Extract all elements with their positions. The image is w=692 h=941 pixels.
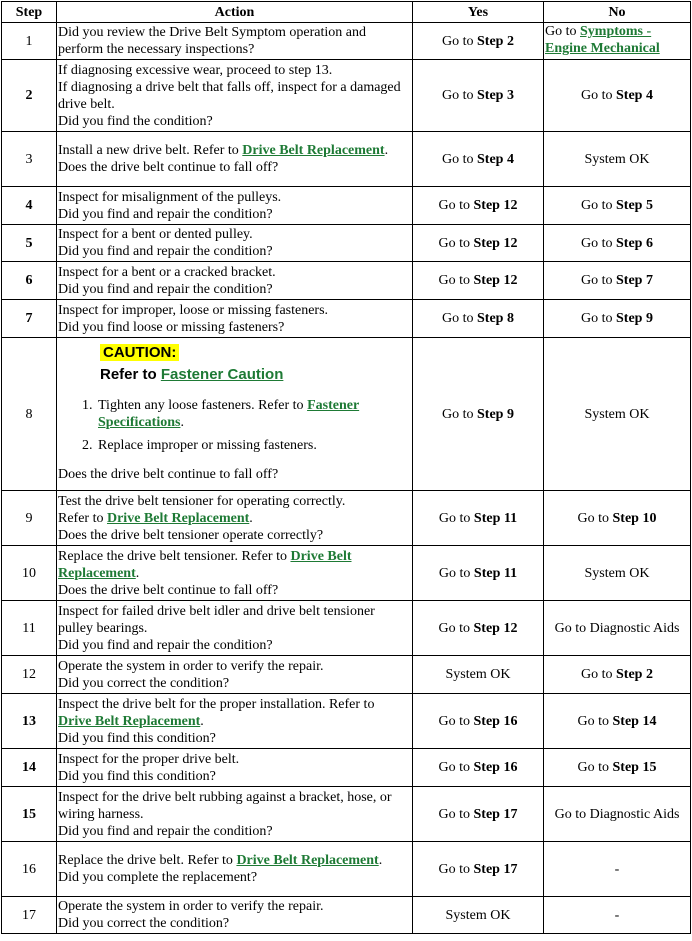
substep-text: Tighten any loose fasteners. Refer to [98, 398, 308, 413]
drive-belt-replacement-link[interactable]: Drive Belt Replacement [236, 853, 379, 868]
step-number: 17 [2, 897, 57, 934]
yes-prefix: Go to [438, 235, 474, 251]
no-step-ref: Step 5 [616, 198, 653, 213]
yes-step-ref: Step 17 [473, 861, 518, 877]
step-number: 7 [2, 300, 57, 338]
diagnostic-table [1, 1, 691, 934]
action-question: Did you correct the condition? [58, 916, 230, 931]
table-row [2, 262, 691, 300]
action-question: Did you find and repair the condition? [58, 281, 273, 297]
fastener-specifications-link[interactable]: Fastener Specifications [98, 398, 360, 430]
header-no: No [544, 2, 691, 23]
action-cell [57, 491, 413, 546]
action-text: Operate the system in order to verify the repair. [58, 899, 324, 914]
yes-step-ref: Step 4 [477, 151, 514, 167]
action-cell [57, 546, 413, 601]
no-step-ref: Step 14 [612, 713, 657, 729]
no-cell [544, 694, 691, 749]
step-number: 6 [2, 262, 57, 300]
yes-cell [413, 262, 544, 300]
yes-prefix: Go to [438, 806, 474, 822]
yes-cell [413, 601, 544, 656]
yes-cell [413, 132, 544, 187]
no-cell [544, 60, 691, 132]
yes-prefix: Go to [438, 198, 474, 213]
caution-label: CAUTION: [100, 344, 179, 361]
fastener-caution-link[interactable]: Fastener Caution [160, 366, 284, 383]
yes-cell [413, 842, 544, 897]
no-prefix: Go to [581, 667, 617, 682]
yes-cell [413, 749, 544, 787]
caution-ref-pre: Refer to [100, 366, 161, 383]
no-cell [544, 749, 691, 787]
no-prefix: Go to [581, 88, 617, 103]
no-cell [544, 225, 691, 262]
action-cell [57, 656, 413, 694]
action-question: Did you correct the condition? [58, 675, 230, 691]
action-text-pre: Replace the drive belt tensioner. Refer to [58, 548, 291, 564]
action-text-post: . [384, 143, 389, 158]
action-cell [57, 225, 413, 262]
yes-step-ref: Step 2 [477, 33, 514, 49]
action-cell [57, 300, 413, 338]
table-row [2, 491, 691, 546]
action-text: Inspect for misalignment of the pulleys. [58, 189, 282, 205]
yes-prefix: Go to [438, 713, 474, 729]
no-cell: System OK [544, 546, 691, 601]
yes-cell: System OK [413, 897, 544, 934]
action-text: Operate the system in order to verify the repair. [58, 658, 324, 674]
step-number: 8 [2, 338, 57, 491]
header-action: Action [57, 2, 413, 23]
caution-notice [58, 338, 411, 385]
action-text [58, 142, 411, 159]
yes-cell [413, 300, 544, 338]
action-question: Did you find and repair the condition? [58, 823, 273, 839]
table-row [2, 546, 691, 601]
drive-belt-replacement-link[interactable]: Drive Belt Replacement [106, 510, 250, 526]
table-row [2, 23, 691, 60]
action-text [58, 852, 411, 869]
no-prefix: Go to [577, 760, 613, 775]
yes-cell [413, 225, 544, 262]
drive-belt-replacement-link[interactable]: Drive Belt Replacement [242, 143, 385, 158]
action-cell [57, 749, 413, 787]
no-cell: Go to Diagnostic Aids [544, 601, 691, 656]
table-row [2, 787, 691, 842]
yes-step-ref: Step 16 [473, 713, 518, 729]
action-text: Inspect for the drive belt rubbing against a bracket, hose, or wiring harness. [58, 789, 392, 822]
step-number: 14 [2, 749, 57, 787]
header-yes: Yes [413, 2, 544, 23]
action-question: Did you find the condition? [58, 113, 213, 129]
yes-prefix: Go to [438, 510, 474, 526]
table-row [2, 656, 691, 694]
no-cell: - [544, 897, 691, 934]
action-question: Did you find this condition? [58, 768, 216, 784]
no-cell [544, 656, 691, 694]
yes-prefix: Go to [442, 311, 478, 326]
no-prefix: Go to [581, 198, 617, 213]
action-text: If diagnosing a drive belt that falls off, inspect for a damaged drive belt. [58, 79, 401, 112]
action-question: Did you complete the replacement? [58, 870, 258, 885]
no-cell: System OK [544, 132, 691, 187]
no-cell [544, 262, 691, 300]
drive-belt-replacement-link[interactable]: Drive Belt Replacement [58, 548, 352, 581]
step-number: 5 [2, 225, 57, 262]
action-cell [57, 694, 413, 749]
no-step-ref: Step 4 [616, 88, 653, 103]
yes-step-ref: Step 16 [473, 760, 518, 775]
action-text [58, 510, 411, 527]
table-row [2, 694, 691, 749]
yes-cell [413, 491, 544, 546]
no-step-ref: Step 7 [616, 273, 653, 288]
yes-prefix: Go to [438, 273, 474, 288]
yes-cell [413, 338, 544, 491]
yes-cell: System OK [413, 656, 544, 694]
yes-cell [413, 694, 544, 749]
no-step-ref: Step 2 [616, 667, 653, 682]
action-cell [57, 842, 413, 897]
action-question: Did you find and repair the condition? [58, 206, 273, 222]
action-text: Test the drive belt tensioner for operating correctly. [58, 493, 346, 509]
yes-prefix: Go to [442, 406, 478, 422]
action-cell [57, 60, 413, 132]
table-row [2, 601, 691, 656]
step-number: 1 [2, 23, 57, 60]
action-text: If diagnosing excessive wear, proceed to step 13. [58, 62, 333, 78]
no-cell [544, 491, 691, 546]
table-row [2, 338, 691, 491]
action-question: Does the drive belt continue to fall off? [58, 160, 279, 175]
no-step-ref: Step 6 [616, 235, 653, 251]
yes-step-ref: Step 9 [477, 406, 514, 422]
yes-step-ref: Step 8 [477, 311, 514, 326]
yes-prefix: Go to [438, 620, 474, 636]
action-text [58, 548, 411, 582]
action-text: Did you review the Drive Belt Symptom operation and [58, 25, 366, 40]
action-cell [57, 601, 413, 656]
action-question: Did you find and repair the condition? [58, 637, 273, 653]
action-question: Did you find this condition? [58, 730, 216, 746]
substep-item: 2. Replace improper or missing fasteners. [96, 437, 411, 454]
action-question: Does the drive belt continue to fall off? [58, 467, 279, 482]
action-cell [57, 23, 413, 60]
no-step-ref: Step 15 [612, 760, 657, 775]
yes-step-ref: Step 11 [473, 510, 518, 526]
action-cell [57, 262, 413, 300]
action-question: Does the drive belt tensioner operate correctly? [58, 527, 324, 543]
action-question: Did you find and repair the condition? [58, 244, 273, 259]
yes-step-ref: Step 12 [473, 198, 518, 213]
no-step-ref: Step 9 [616, 311, 653, 326]
no-cell: System OK [544, 338, 691, 491]
yes-step-ref: Step 12 [473, 273, 518, 288]
table-row [2, 749, 691, 787]
table-row [2, 132, 691, 187]
yes-prefix: Go to [442, 33, 478, 49]
no-prefix: Go to [581, 311, 617, 326]
action-text-post: . [249, 510, 253, 526]
table-row [2, 897, 691, 934]
no-prefix: Go to [545, 24, 580, 39]
substep-text-post: . [180, 415, 184, 430]
header-row [2, 2, 691, 23]
drive-belt-replacement-link[interactable]: Drive Belt Replacement [58, 713, 201, 729]
no-prefix: Go to [577, 713, 613, 729]
action-text-post: . [135, 565, 140, 581]
no-step-ref: Step 10 [612, 510, 657, 526]
no-cell [544, 23, 691, 60]
table-row [2, 225, 691, 262]
yes-cell [413, 787, 544, 842]
action-text-pre: Replace the drive belt. Refer to [58, 853, 237, 868]
symptoms-engine-mechanical-link[interactable]: Symptoms - Engine Mechanical [545, 24, 660, 56]
yes-cell [413, 546, 544, 601]
table-row [2, 60, 691, 132]
yes-step-ref: Step 12 [473, 235, 518, 251]
action-question: Does the drive belt continue to fall off? [58, 582, 279, 598]
action-text: Inspect for a bent or a cracked bracket. [58, 264, 276, 280]
step-number: 12 [2, 656, 57, 694]
action-text: Inspect for failed drive belt idler and drive belt tensioner pulley bearings. [58, 603, 375, 636]
caution-reference [100, 364, 411, 385]
yes-step-ref: Step 3 [477, 88, 514, 103]
table-row [2, 842, 691, 897]
step-number: 13 [2, 694, 57, 749]
step-number: 15 [2, 787, 57, 842]
action-question: Did you find loose or missing fasteners? [58, 319, 285, 335]
action-text: Inspect for a bent or dented pulley. [58, 227, 253, 242]
action-text-post: . [378, 853, 383, 868]
action-text-post: . [200, 713, 204, 729]
action-cell [57, 338, 413, 491]
step-number: 9 [2, 491, 57, 546]
step-number: 4 [2, 187, 57, 225]
action-cell [57, 897, 413, 934]
yes-prefix: Go to [438, 861, 474, 877]
step-number: 10 [2, 546, 57, 601]
action-text-pre: Install a new drive belt. Refer to [58, 143, 243, 158]
action-text-pre: Refer to [58, 510, 107, 526]
yes-prefix: Go to [442, 151, 478, 167]
yes-cell [413, 187, 544, 225]
step-number: 2 [2, 60, 57, 132]
step-number: 11 [2, 601, 57, 656]
no-cell: - [544, 842, 691, 897]
yes-prefix: Go to [438, 565, 474, 581]
yes-prefix: Go to [438, 760, 474, 775]
substep-item [96, 397, 411, 431]
action-cell [57, 132, 413, 187]
no-prefix: Go to [577, 510, 613, 526]
action-cell [57, 787, 413, 842]
action-cell [57, 187, 413, 225]
action-text: Inspect for the proper drive belt. [58, 751, 240, 767]
action-text: perform the necessary inspections? [58, 42, 255, 57]
no-cell [544, 300, 691, 338]
table-row [2, 187, 691, 225]
yes-prefix: Go to [442, 88, 478, 103]
step-number: 16 [2, 842, 57, 897]
yes-step-ref: Step 11 [473, 565, 518, 581]
yes-step-ref: Step 17 [473, 806, 518, 822]
header-step: Step [2, 2, 57, 23]
no-cell: Go to Diagnostic Aids [544, 787, 691, 842]
substep-list [58, 397, 411, 454]
action-text-pre: Inspect the drive belt for the proper installation. Refer to [58, 696, 375, 712]
yes-step-ref: Step 12 [473, 620, 518, 636]
step-number: 3 [2, 132, 57, 187]
action-text [58, 696, 411, 730]
no-cell [544, 187, 691, 225]
table-row [2, 300, 691, 338]
no-prefix: Go to [581, 235, 617, 251]
no-prefix: Go to [581, 273, 617, 288]
yes-cell [413, 23, 544, 60]
yes-cell [413, 60, 544, 132]
action-text: Inspect for improper, loose or missing fasteners. [58, 302, 329, 318]
